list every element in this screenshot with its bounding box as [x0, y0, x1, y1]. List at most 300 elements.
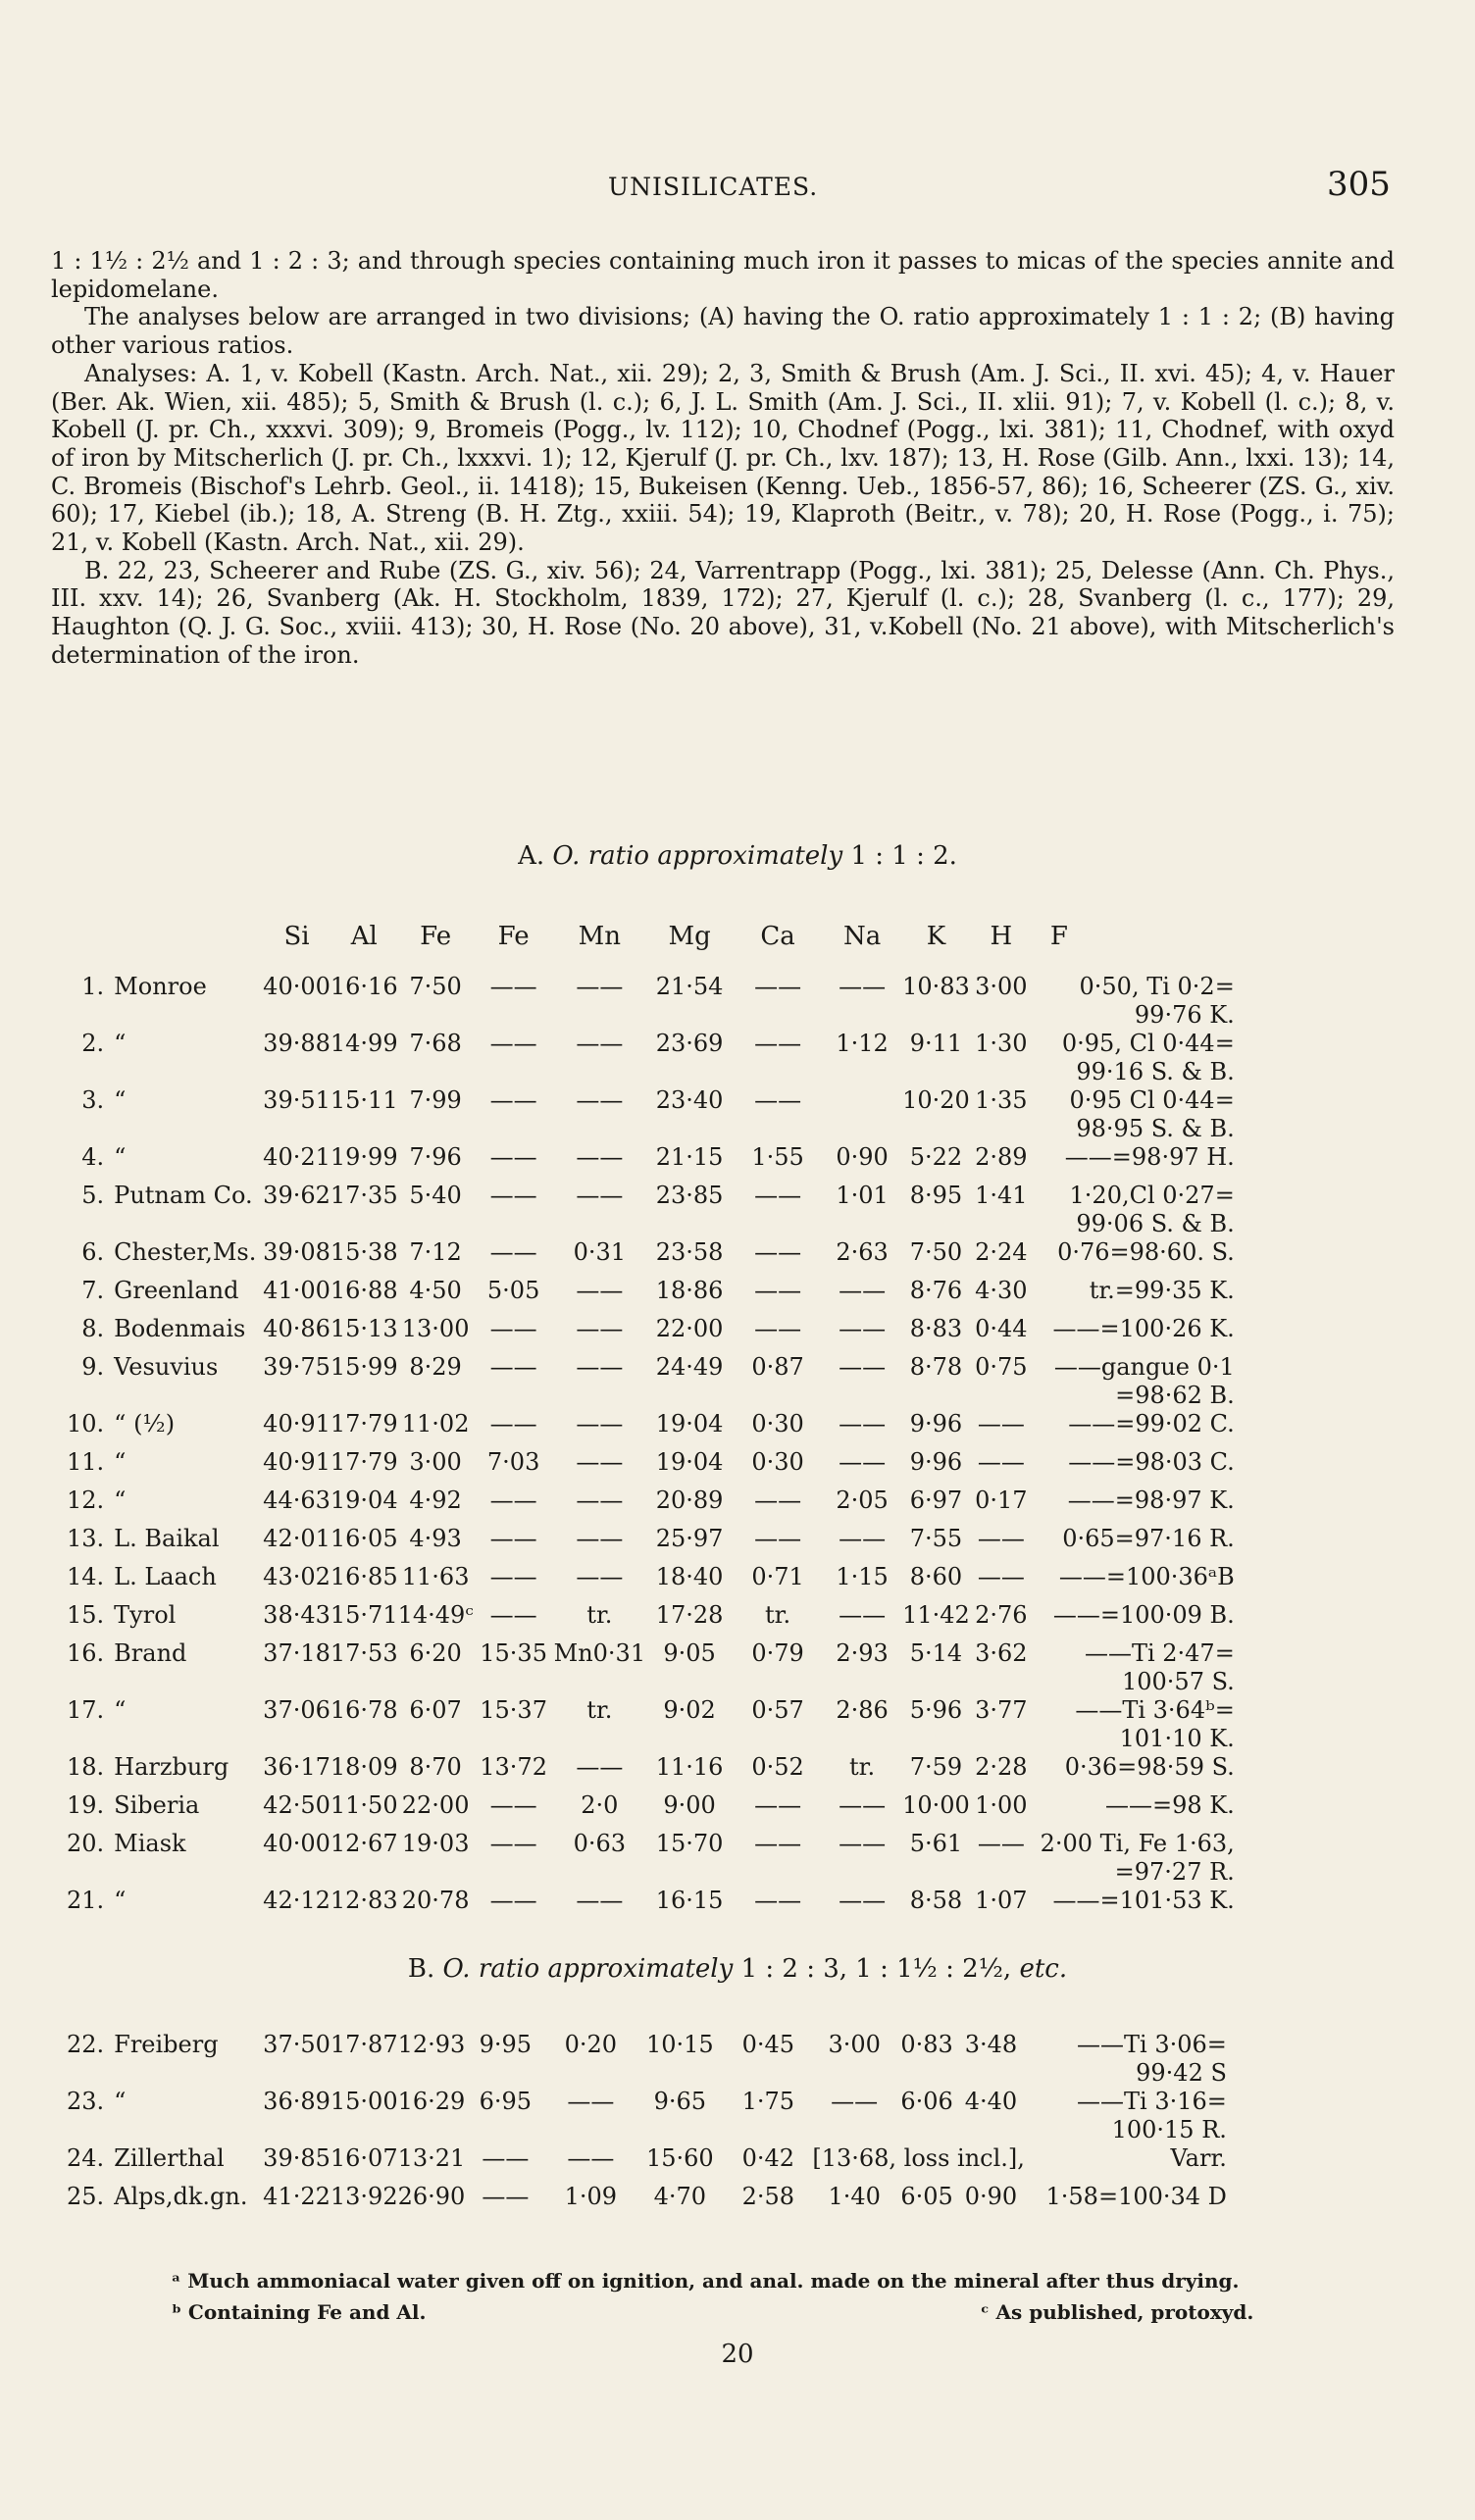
value-cell: —— — [567, 2144, 615, 2172]
value-cell: 42·01 — [263, 1525, 331, 1552]
locality-cell: Putnam Co. — [114, 1182, 253, 1209]
value-cell: 1·15 — [836, 1563, 889, 1590]
value-cell: 19·03 — [401, 1830, 470, 1857]
value-cell: 1·01 — [836, 1182, 889, 1209]
value-cell: —— — [576, 1086, 624, 1114]
footnote-b: ᵇ Containing Fe and Al. — [172, 2300, 427, 2324]
value-cell: 0·17 — [975, 1487, 1028, 1514]
value-cell: —— — [977, 1830, 1025, 1857]
value-cell: 1·55 — [751, 1143, 804, 1171]
value-cell: —— — [576, 973, 624, 1000]
locality-cell: “ — [114, 1086, 127, 1114]
remarks-cell: 0·95, Cl 0·44= 99·16 S. & B. — [1061, 1030, 1235, 1085]
remarks-cell: tr.=99·35 K. — [1089, 1277, 1235, 1304]
value-cell: 17·79 — [330, 1410, 398, 1437]
value-cell: [13·68, — [812, 2144, 897, 2172]
value-cell: 6·07 — [409, 1696, 462, 1724]
value-cell: 23·69 — [655, 1030, 724, 1057]
value-cell: —— — [754, 973, 802, 1000]
value-cell: 40·86 — [263, 1315, 331, 1342]
value-cell: tr. — [586, 1601, 613, 1629]
value-cell: 1·41 — [975, 1182, 1028, 1209]
remarks-cell: ——=101·53 K. — [1052, 1887, 1235, 1914]
value-cell: 41·22 — [263, 2183, 331, 2210]
value-cell: 12. — [67, 1487, 105, 1514]
remarks-cell: ——Ti 2·47= 100·57 S. — [1084, 1639, 1235, 1695]
value-cell: —— — [576, 1525, 624, 1552]
value-cell: 5. — [81, 1182, 105, 1209]
value-cell: 9·02 — [663, 1696, 716, 1724]
locality-cell: “ — [114, 1696, 127, 1724]
value-cell: 19·04 — [655, 1410, 724, 1437]
value-cell: 2·24 — [975, 1238, 1028, 1266]
value-cell: —— — [482, 2144, 530, 2172]
value-cell: —— — [489, 1563, 537, 1590]
value-cell: 19·04 — [655, 1448, 724, 1476]
value-cell: 15·38 — [330, 1238, 398, 1266]
value-cell: 6·20 — [409, 1639, 462, 1667]
column-header: Fe — [420, 922, 452, 951]
value-cell: 0·90 — [964, 2183, 1018, 2210]
locality-cell: Monroe — [114, 973, 207, 1000]
value-cell: loss — [903, 2144, 950, 2172]
table-row — [67, 1753, 1235, 1791]
locality-cell: L. Baikal — [114, 1525, 220, 1552]
value-cell: 17·35 — [330, 1182, 398, 1209]
value-cell: 11. — [67, 1448, 105, 1476]
value-cell: 18·40 — [655, 1563, 724, 1590]
value-cell: 19. — [67, 1791, 105, 1819]
value-cell: —— — [567, 2088, 615, 2115]
value-cell: 9·11 — [909, 1030, 963, 1057]
value-cell: 15. — [67, 1601, 105, 1629]
value-cell: 12·93 — [397, 2031, 466, 2058]
value-cell: 0·71 — [751, 1563, 804, 1590]
column-header: Mg — [668, 922, 711, 951]
locality-cell: Tyrol — [114, 1601, 177, 1629]
signature-mark: 20 — [721, 2340, 754, 2369]
value-cell: 42·50 — [263, 1791, 331, 1819]
locality-cell: “ — [114, 1448, 127, 1476]
value-cell: 7·59 — [909, 1753, 963, 1781]
analyses-table-b — [67, 2031, 1227, 2221]
remarks-cell: ——=99·02 C. — [1068, 1410, 1235, 1437]
value-cell: tr. — [586, 1696, 613, 1724]
value-cell: —— — [839, 1353, 887, 1381]
value-cell: 11·02 — [401, 1410, 470, 1437]
value-cell: —— — [482, 2183, 530, 2210]
locality-cell: Vesuvius — [114, 1353, 219, 1381]
value-cell: 16·05 — [330, 1525, 398, 1552]
table-row — [67, 1791, 1235, 1830]
value-cell: 7·12 — [409, 1238, 462, 1266]
value-cell: 15·70 — [655, 1830, 724, 1857]
column-header: K — [926, 922, 946, 951]
value-cell: 8·29 — [409, 1353, 462, 1381]
remarks-cell: ——Ti 3·64ᵇ= 101·10 K. — [1075, 1696, 1235, 1752]
value-cell: —— — [754, 1887, 802, 1914]
value-cell: 16·07 — [330, 2144, 398, 2172]
value-cell: —— — [576, 1487, 624, 1514]
column-header: H — [990, 922, 1013, 951]
column-header: Mn — [578, 922, 622, 951]
value-cell: 5·40 — [409, 1182, 462, 1209]
value-cell: —— — [576, 1353, 624, 1381]
table-row — [67, 1830, 1235, 1887]
value-cell: 20·89 — [655, 1487, 724, 1514]
analyses-references-b: B. 22, 23, Scheerer and Rube (ZS. G., xiv. 56); 24, Varrentrapp (Pogg., lxi. 381); 25, Delesse (Ann. Ch. Phys., III. xxv. 14); 26, Svanberg (Ak. H. Stockholm, 1839, 172); 27, Kjerulf (l. c.); 28, Svanberg (l. c., 177); 29, Haughton (Q. J. G. Soc., xviii. 413); 30, H. Rose (No. 20 above), 31, v.Kobell (No. 21 above), with Mitscherlich's determination of the iron. — [51, 556, 1395, 669]
section-b-suffix: etc. — [1019, 1954, 1068, 1984]
value-cell: 15·13 — [330, 1315, 398, 1342]
value-cell: 14·49ᶜ — [397, 1601, 474, 1629]
value-cell: 0·44 — [975, 1315, 1028, 1342]
value-cell: 24·49 — [655, 1353, 724, 1381]
value-cell: —— — [839, 1887, 887, 1914]
section-a-heading — [0, 841, 1475, 871]
remarks-cell: ——Ti 3·16= 100·15 R. — [1077, 2088, 1227, 2143]
value-cell: 0·31 — [573, 1238, 627, 1266]
remarks-cell: 0·95 Cl 0·44= 98·95 S. & B. — [1069, 1086, 1235, 1142]
table-row — [67, 2183, 1227, 2221]
remarks-cell: 2·00 Ti, Fe 1·63, =97·27 R. — [1040, 1830, 1235, 1886]
value-cell: 39·85 — [263, 2144, 331, 2172]
value-cell: 15·00 — [330, 2088, 398, 2115]
value-cell: 9·96 — [909, 1448, 963, 1476]
value-cell: 22. — [67, 2031, 105, 2058]
value-cell: 37·06 — [263, 1696, 331, 1724]
table-row — [67, 1887, 1235, 1925]
value-cell: 22·00 — [401, 1791, 470, 1819]
value-cell: 6·05 — [900, 2183, 953, 2210]
value-cell: 17·28 — [655, 1601, 724, 1629]
value-cell: 36·89 — [263, 2088, 331, 2115]
value-cell: 18·09 — [330, 1753, 398, 1781]
value-cell: 40·00 — [263, 1830, 331, 1857]
value-cell: 18. — [67, 1753, 105, 1781]
value-cell: —— — [754, 1487, 802, 1514]
value-cell: 21. — [67, 1887, 105, 1914]
value-cell: 7·50 — [909, 1238, 963, 1266]
running-head — [0, 165, 1475, 214]
value-cell: 2·28 — [975, 1753, 1028, 1781]
table-row — [67, 1238, 1235, 1277]
value-cell: —— — [489, 1830, 537, 1857]
value-cell: —— — [576, 1182, 624, 1209]
value-cell: 40·00 — [263, 973, 331, 1000]
value-cell: 6·97 — [909, 1487, 963, 1514]
table-row — [67, 1182, 1235, 1238]
remarks-cell: ——=100·09 B. — [1052, 1601, 1235, 1629]
column-header: Na — [842, 922, 882, 951]
value-cell: 15·35 — [480, 1639, 547, 1667]
locality-cell: Zillerthal — [114, 2144, 225, 2172]
value-cell: 17·53 — [330, 1639, 398, 1667]
locality-cell: “ — [114, 1487, 127, 1514]
value-cell: 23·40 — [655, 1086, 724, 1114]
value-cell: 10. — [67, 1410, 105, 1437]
table-row — [67, 1086, 1235, 1143]
value-cell: 8·95 — [909, 1182, 963, 1209]
value-cell: 7·99 — [409, 1086, 462, 1114]
value-cell: —— — [576, 1753, 624, 1781]
value-cell: —— — [576, 1315, 624, 1342]
value-cell: 4·92 — [409, 1487, 462, 1514]
value-cell: 25·97 — [655, 1525, 724, 1552]
value-cell: —— — [839, 1315, 887, 1342]
value-cell: 0·30 — [751, 1410, 804, 1437]
remarks-cell: 0·50, Ti 0·2= 99·76 K. — [1079, 973, 1235, 1029]
value-cell: 8·78 — [909, 1353, 963, 1381]
value-cell: 23·85 — [655, 1182, 724, 1209]
remarks-cell: 1·20,Cl 0·27= 99·06 S. & B. — [1069, 1182, 1235, 1237]
value-cell: 2·89 — [975, 1143, 1028, 1171]
value-cell: 0·90 — [836, 1143, 889, 1171]
value-cell: —— — [489, 1353, 537, 1381]
intro-paragraph: The analyses below are arranged in two divisions; (A) having the O. ratio approximately 1 : 1 : 2; (B) having other various ratios. — [51, 303, 1395, 360]
value-cell: —— — [754, 1315, 802, 1342]
value-cell: tr. — [765, 1601, 791, 1629]
table-row — [67, 1601, 1235, 1639]
value-cell: 4. — [81, 1143, 105, 1171]
remarks-cell: ——=98·97 K. — [1067, 1487, 1235, 1514]
value-cell: —— — [839, 1830, 887, 1857]
intro-text — [51, 247, 1395, 670]
section-a-ratio: 1 : 1 : 2. — [850, 841, 957, 871]
column-header: F — [1049, 922, 1068, 951]
table-row — [67, 1277, 1235, 1315]
value-cell: 0·45 — [741, 2031, 795, 2058]
remarks-cell: 0·36=98·59 S. — [1064, 1753, 1235, 1781]
value-cell: 4·70 — [653, 2183, 707, 2210]
value-cell: 10·00 — [902, 1791, 970, 1819]
value-cell: incl.], — [957, 2144, 1025, 2172]
value-cell: 1·75 — [741, 2088, 795, 2115]
value-cell: 0·79 — [751, 1639, 804, 1667]
locality-cell: Greenland — [114, 1277, 239, 1304]
page-number: 305 — [1327, 165, 1391, 204]
value-cell: 26·90 — [397, 2183, 466, 2210]
value-cell: —— — [839, 973, 887, 1000]
value-cell: 11·63 — [401, 1563, 470, 1590]
value-cell: 15·11 — [330, 1086, 398, 1114]
value-cell: 17·87 — [330, 2031, 398, 2058]
value-cell: 16·15 — [655, 1887, 724, 1914]
value-cell: 9·65 — [653, 2088, 707, 2115]
value-cell: 23. — [67, 2088, 105, 2115]
locality-cell: Bodenmais — [114, 1315, 246, 1342]
value-cell: 0·83 — [900, 2031, 953, 2058]
value-cell: 40·91 — [263, 1448, 331, 1476]
value-cell: —— — [576, 1563, 624, 1590]
value-cell: 37·18 — [263, 1639, 331, 1667]
value-cell: 2·05 — [836, 1487, 889, 1514]
value-cell: 9·00 — [663, 1791, 716, 1819]
value-cell: —— — [489, 1315, 537, 1342]
value-cell: 13·92 — [330, 2183, 398, 2210]
value-cell: —— — [489, 1525, 537, 1552]
value-cell: 39·62 — [263, 1182, 331, 1209]
value-cell: 19·99 — [330, 1143, 398, 1171]
value-cell: —— — [839, 1448, 887, 1476]
value-cell: 7. — [81, 1277, 105, 1304]
value-cell: 2. — [81, 1030, 105, 1057]
value-cell: 14·99 — [330, 1030, 398, 1057]
value-cell: —— — [489, 1791, 537, 1819]
value-cell: 38·43 — [263, 1601, 331, 1629]
value-cell: 36·17 — [263, 1753, 331, 1781]
value-cell: —— — [839, 1525, 887, 1552]
value-cell: 40·91 — [263, 1410, 331, 1437]
value-cell: 42·12 — [263, 1887, 331, 1914]
locality-cell: “ — [114, 1143, 127, 1171]
value-cell: 24. — [67, 2144, 105, 2172]
value-cell: 20. — [67, 1830, 105, 1857]
remarks-cell: ——=100·36ᵃB — [1058, 1563, 1235, 1590]
table-row — [67, 1487, 1235, 1525]
value-cell: 2·93 — [836, 1639, 889, 1667]
remarks-cell: 1·58=100·34 D — [1045, 2183, 1227, 2210]
value-cell: 4·40 — [964, 2088, 1018, 2115]
value-cell: 12·67 — [330, 1830, 398, 1857]
value-cell: 13. — [67, 1525, 105, 1552]
value-cell: —— — [576, 1143, 624, 1171]
value-cell: —— — [839, 1601, 887, 1629]
value-cell: 11·50 — [330, 1791, 398, 1819]
value-cell: 8·58 — [909, 1887, 963, 1914]
value-cell: —— — [839, 1410, 887, 1437]
table-row — [67, 2144, 1227, 2183]
value-cell: 4·30 — [975, 1277, 1028, 1304]
column-header: Ca — [760, 922, 795, 951]
value-cell: 39·51 — [263, 1086, 331, 1114]
table-a-header — [67, 922, 1235, 973]
remarks-cell: ——=98·97 H. — [1064, 1143, 1235, 1171]
value-cell: 1. — [81, 973, 105, 1000]
value-cell: tr. — [849, 1753, 876, 1781]
value-cell: 9·96 — [909, 1410, 963, 1437]
value-cell: —— — [576, 1887, 624, 1914]
value-cell: 1·35 — [975, 1086, 1028, 1114]
locality-cell: L. Laach — [114, 1563, 217, 1590]
value-cell: 12·83 — [330, 1887, 398, 1914]
value-cell: —— — [977, 1448, 1025, 1476]
value-cell: 13·00 — [401, 1315, 470, 1342]
value-cell: 37·50 — [263, 2031, 331, 2058]
value-cell: 3·77 — [975, 1696, 1028, 1724]
value-cell: 11·42 — [902, 1601, 970, 1629]
value-cell: 39·88 — [263, 1030, 331, 1057]
value-cell: 4·50 — [409, 1277, 462, 1304]
analyses-references: Analyses: A. 1, v. Kobell (Kastn. Arch. Nat., xii. 29); 2, 3, Smith & Brush (Am. J. Sci., II. xvi. 45); 4, v. Hauer (Ber. Ak. Wien, xii. 485); 5, Smith & Brush (l. c.); 6, J. L. Smith (Am. J. Sci., II. xlii. 91); 7, v. Kobell (l. c.); 8, v. Kobell (J. pr. Ch., xxxvi. 309); 9, Bromeis (Pogg., lv. 112); 10, Chodnef (Pogg., lxi. 381); 11, Chodnef, with oxyd of iron by Mitscherlich (J. pr. Ch., lxxxvi. 1); 12, Kjerulf (J. pr. Ch., lxv. 187); 13, H. Rose (Gilb. Ann., lxxi. 13); 14, C. Bromeis (Bischof's Lehrb. Geol., ii. 1418); 15, Bukeisen (Kenng. Ueb., 1856-57, 86); 16, Scheerer (ZS. G., xiv. 60); 17, Kiebel (ib.); 18, A. Streng (B. H. Ztg., xxiii. 54); 19, Klaproth (Beitr., v. 78); 20, H. Rose (Pogg., i. 75); 21, v. Kobell (Kastn. Arch. Nat., xii. 29). — [51, 359, 1395, 557]
remarks-cell: ——=98·03 C. — [1068, 1448, 1235, 1476]
value-cell: 16. — [67, 1639, 105, 1667]
value-cell: 21·54 — [655, 973, 724, 1000]
table-row — [67, 1315, 1235, 1353]
section-b-prefix: B. — [407, 1954, 435, 1984]
value-cell: 17·79 — [330, 1448, 398, 1476]
value-cell: 16·88 — [330, 1277, 398, 1304]
footnotes — [172, 2265, 1398, 2328]
value-cell: 9·95 — [479, 2031, 533, 2058]
value-cell — [822, 1086, 902, 1143]
value-cell: 10·83 — [902, 973, 970, 1000]
value-cell: 13·72 — [480, 1753, 547, 1781]
value-cell: 5·05 — [486, 1277, 540, 1304]
value-cell: —— — [489, 1030, 537, 1057]
value-cell: 7·96 — [409, 1143, 462, 1171]
table-row — [67, 1410, 1235, 1448]
value-cell: 20·78 — [401, 1887, 470, 1914]
table-row — [67, 1525, 1235, 1563]
section-a-title: O. ratio approximately — [552, 841, 843, 871]
section-a-prefix: A. — [518, 841, 545, 871]
value-cell: 8·60 — [909, 1563, 963, 1590]
value-cell: 4·93 — [409, 1525, 462, 1552]
value-cell: 3·48 — [964, 2031, 1018, 2058]
value-cell: —— — [754, 1830, 802, 1857]
value-cell: 39·75 — [263, 1353, 331, 1381]
value-cell: 15·71 — [330, 1601, 398, 1629]
analyses-table-a — [67, 922, 1235, 1925]
value-cell: 1·30 — [975, 1030, 1028, 1057]
locality-cell: Miask — [114, 1830, 186, 1857]
value-cell: —— — [489, 1601, 537, 1629]
value-cell: 22·00 — [655, 1315, 724, 1342]
remarks-cell: ——gangue 0·1 =98·62 B. — [1053, 1353, 1235, 1409]
value-cell: 10·15 — [645, 2031, 714, 2058]
value-cell: 1·12 — [836, 1030, 889, 1057]
value-cell: 2·86 — [836, 1696, 889, 1724]
table-row — [67, 2088, 1227, 2144]
value-cell: 43·02 — [263, 1563, 331, 1590]
value-cell: 0·42 — [741, 2144, 795, 2172]
value-cell: 1·00 — [975, 1791, 1028, 1819]
value-cell: 3·62 — [975, 1639, 1028, 1667]
value-cell: —— — [489, 1086, 537, 1114]
footnote-a: ᵃ Much ammoniacal water given off on ignition, and anal. made on the mineral after thus drying. — [172, 2269, 1240, 2293]
value-cell: —— — [489, 1487, 537, 1514]
intro-paragraph: 1 : 1½ : 2½ and 1 : 2 : 3; and through species containing much iron it passes to micas of the species annite and lepidomelane. — [51, 247, 1395, 303]
column-header: Si — [283, 922, 310, 951]
value-cell: —— — [489, 1887, 537, 1914]
value-cell: 8·70 — [409, 1753, 462, 1781]
locality-cell: Harzburg — [114, 1753, 229, 1781]
value-cell: —— — [754, 1277, 802, 1304]
value-cell: —— — [977, 1410, 1025, 1437]
section-b-title: O. ratio approximately — [442, 1954, 734, 1984]
value-cell: —— — [754, 1086, 802, 1114]
remarks-cell: ——=98 K. — [1104, 1791, 1235, 1819]
value-cell: 8·83 — [909, 1315, 963, 1342]
value-cell: 15·37 — [480, 1696, 547, 1724]
value-cell: —— — [489, 1182, 537, 1209]
remarks-cell: 0·76=98·60. S. — [1057, 1238, 1235, 1266]
value-cell: —— — [489, 1238, 537, 1266]
locality-cell: Freiberg — [114, 2031, 219, 2058]
remarks-cell: Varr. — [1170, 2144, 1227, 2172]
column-header: Fe — [497, 922, 530, 951]
value-cell: 3·00 — [828, 2031, 881, 2058]
value-cell: 13·21 — [397, 2144, 466, 2172]
locality-cell: “ — [114, 1887, 127, 1914]
value-cell: 39·08 — [263, 1238, 331, 1266]
table-row — [67, 1353, 1235, 1410]
value-cell: 14. — [67, 1563, 105, 1590]
value-cell: 9·05 — [663, 1639, 716, 1667]
value-cell: 9. — [81, 1353, 105, 1381]
value-cell: 3·00 — [975, 973, 1028, 1000]
value-cell: 2·76 — [975, 1601, 1028, 1629]
